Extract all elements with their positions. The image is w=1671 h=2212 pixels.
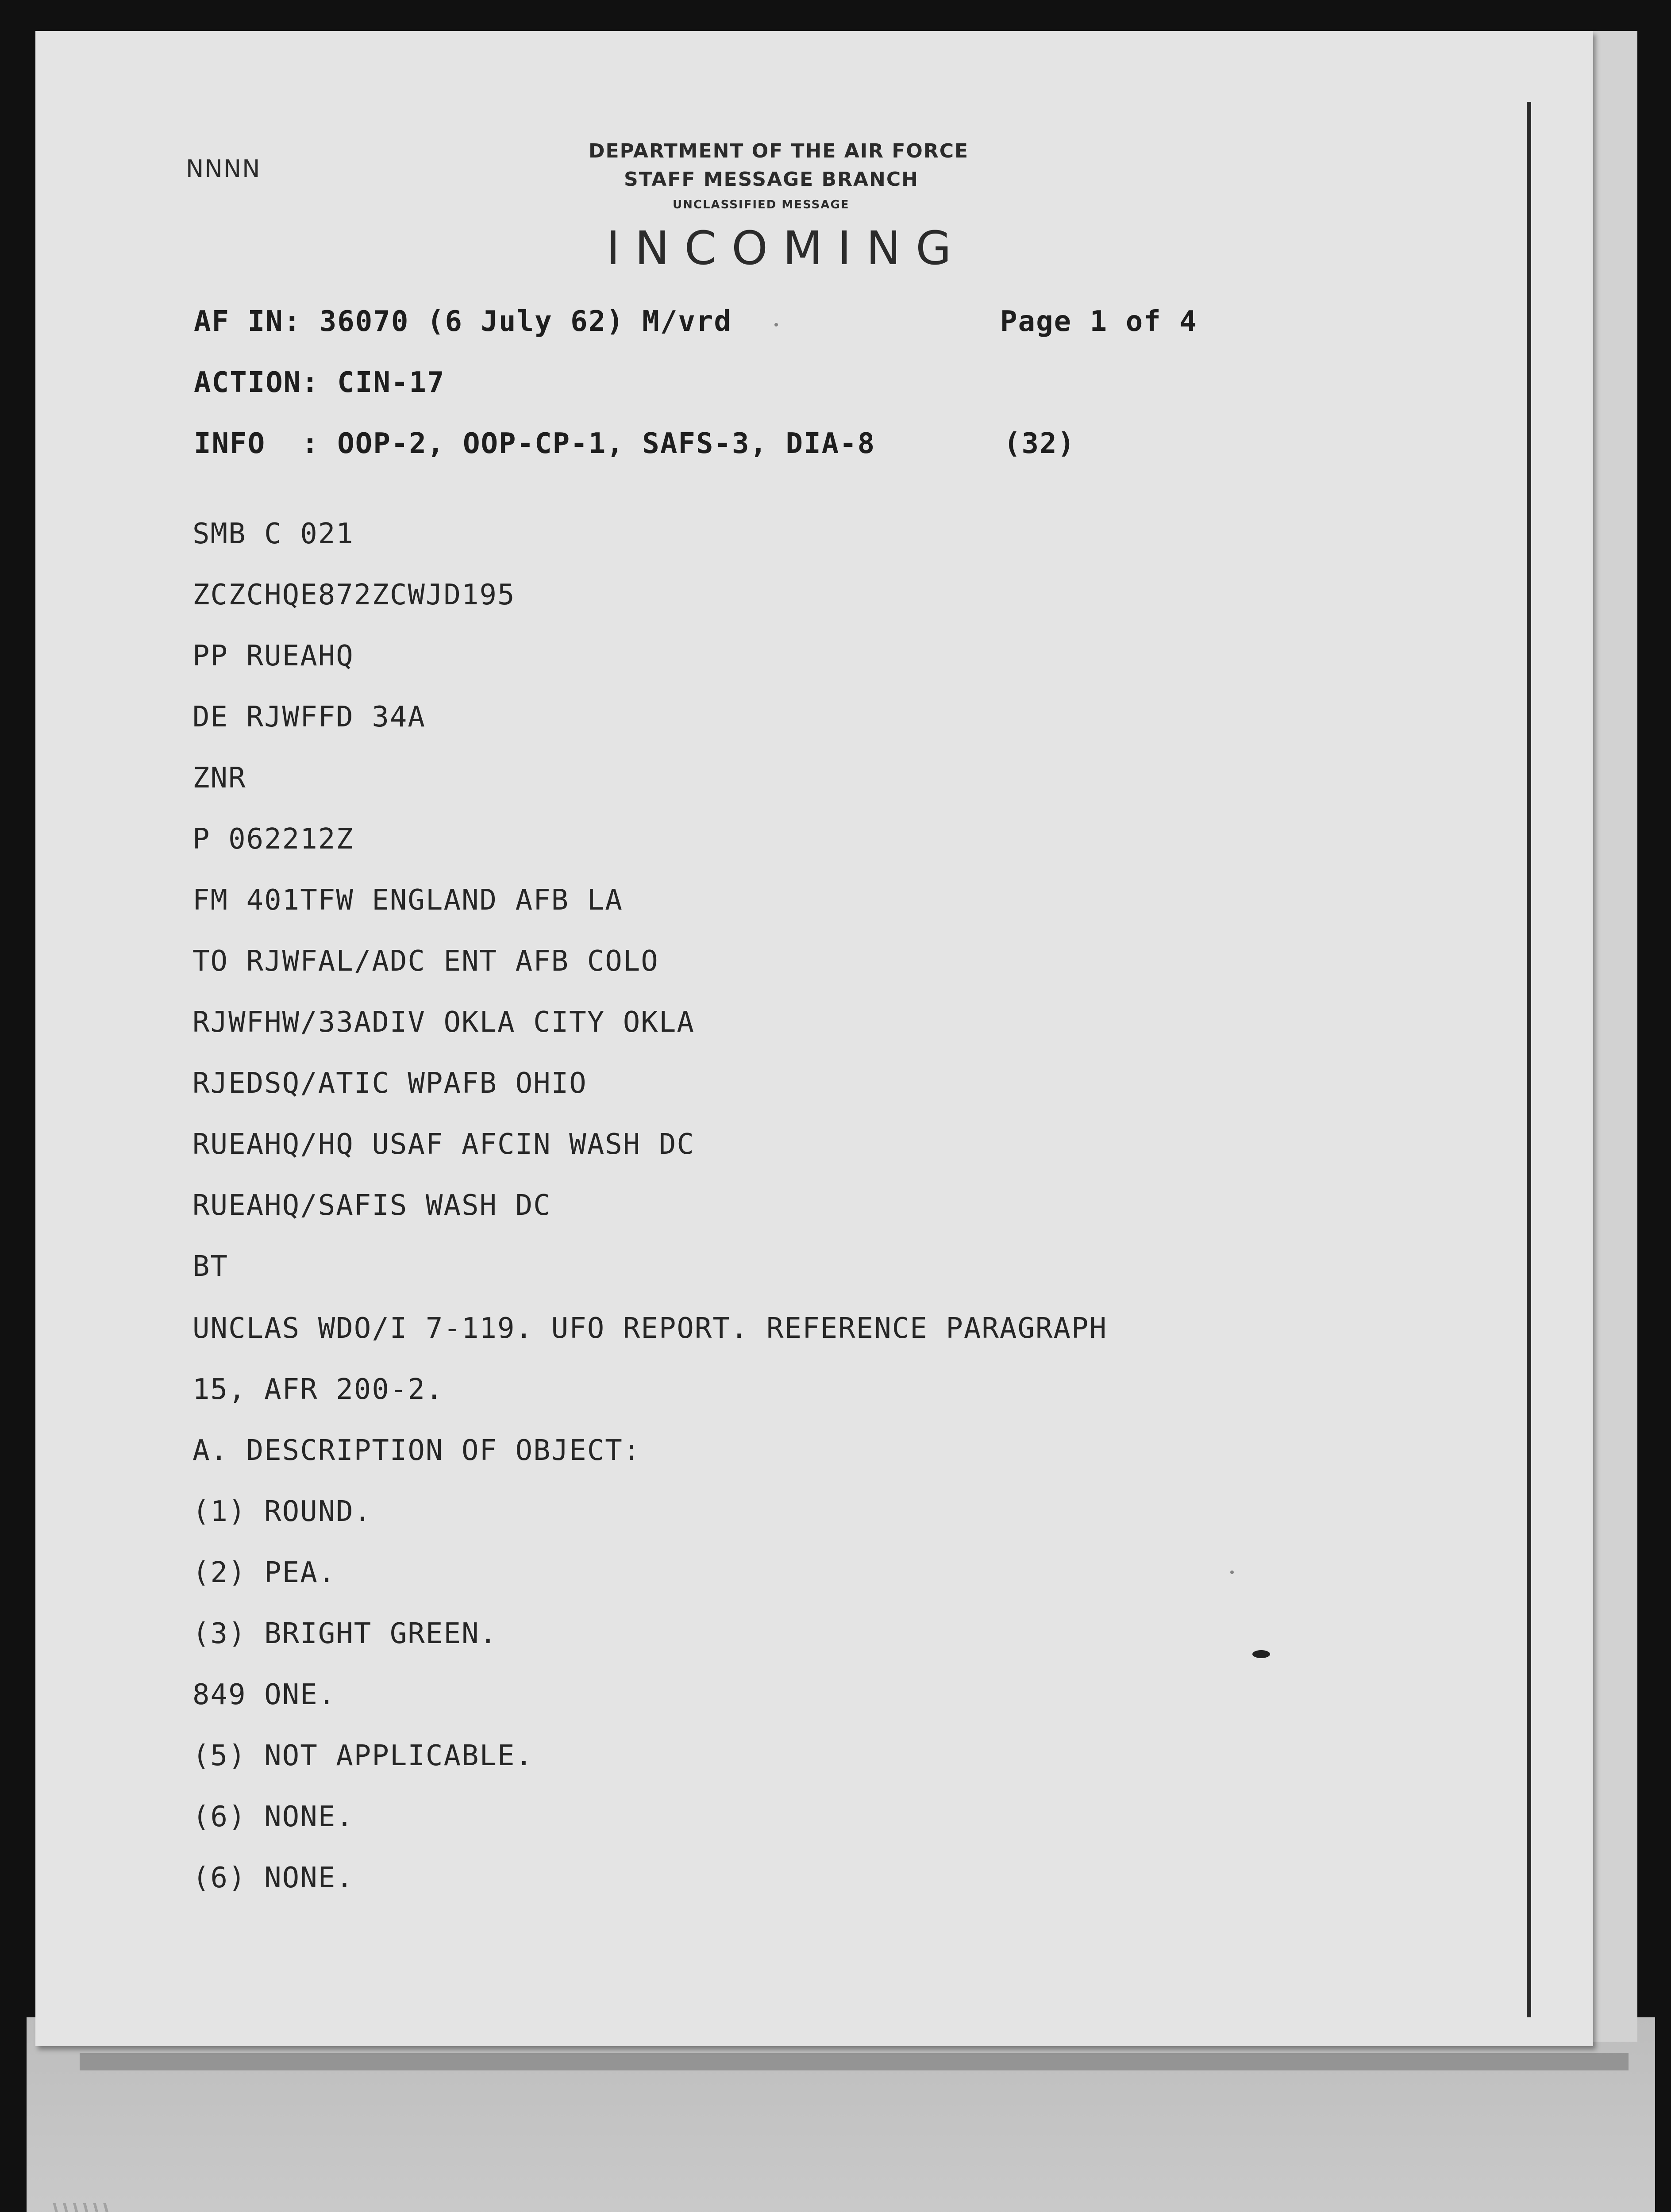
af-in-number: AF IN: 36070 (6 July 62) M/vrd <box>194 305 732 338</box>
corner-mark: NNNN <box>186 155 261 183</box>
message-line: A. DESCRIPTION OF OBJECT: <box>193 1434 641 1467</box>
message-line: FM 401TFW ENGLAND AFB LA <box>193 884 623 917</box>
message-line: TO RJWFAL/ADC ENT AFB COLO <box>193 945 659 978</box>
ink-speck <box>774 323 778 326</box>
message-line: PP RUEAHQ <box>193 640 354 672</box>
message-line: ZNR <box>193 762 246 795</box>
message-line: (2) PEA. <box>193 1556 336 1589</box>
branch-heading: STAFF MESSAGE BRANCH <box>624 168 919 191</box>
message-line: RUEAHQ/SAFIS WASH DC <box>193 1189 551 1222</box>
ink-speck <box>1252 1650 1270 1658</box>
message-line: BT <box>193 1250 229 1283</box>
scan-shadow <box>80 2053 1629 2070</box>
message-line: RJWFHW/33ADIV OKLA CITY OKLA <box>193 1006 695 1039</box>
message-line: P 062212Z <box>193 823 354 856</box>
message-line: 15, AFR 200-2. <box>193 1373 444 1406</box>
ink-speck <box>1230 1571 1234 1574</box>
recipient-count: (32) <box>1004 427 1076 460</box>
message-line: RUEAHQ/HQ USAF AFCIN WASH DC <box>193 1128 695 1161</box>
message-sheet <box>35 31 1593 2046</box>
message-line: ZCZCHQE872ZCWJD195 <box>193 579 516 611</box>
classification-heading: UNCLASSIFIED MESSAGE <box>673 198 850 211</box>
incoming-title: INCOMING <box>606 221 966 275</box>
message-line: (6) NONE. <box>193 1801 354 1833</box>
message-line: UNCLAS WDO/I 7-119. UFO REPORT. REFERENCE PARAGRAPH <box>193 1312 1108 1345</box>
paper-fold-line <box>1527 102 1531 2017</box>
scan-lower-band <box>27 2017 1655 2212</box>
message-line: (5) NOT APPLICABLE. <box>193 1740 534 1772</box>
message-line: RJEDSQ/ATIC WPAFB OHIO <box>193 1067 587 1100</box>
message-line: (6) NONE. <box>193 1862 354 1894</box>
message-line: (1) ROUND. <box>193 1495 372 1528</box>
action-line: ACTION: CIN-17 <box>194 366 445 399</box>
scan-smudge <box>49 2203 111 2212</box>
page-indicator: Page 1 of 4 <box>1000 305 1197 338</box>
message-line: (3) BRIGHT GREEN. <box>193 1617 498 1650</box>
message-line: SMB C 021 <box>193 518 354 550</box>
department-heading: DEPARTMENT OF THE AIR FORCE <box>589 140 969 162</box>
message-line: DE RJWFFD 34A <box>193 701 426 733</box>
message-line: 849 ONE. <box>193 1678 336 1711</box>
info-line: INFO : OOP-2, OOP-CP-1, SAFS-3, DIA-8 <box>194 427 876 460</box>
